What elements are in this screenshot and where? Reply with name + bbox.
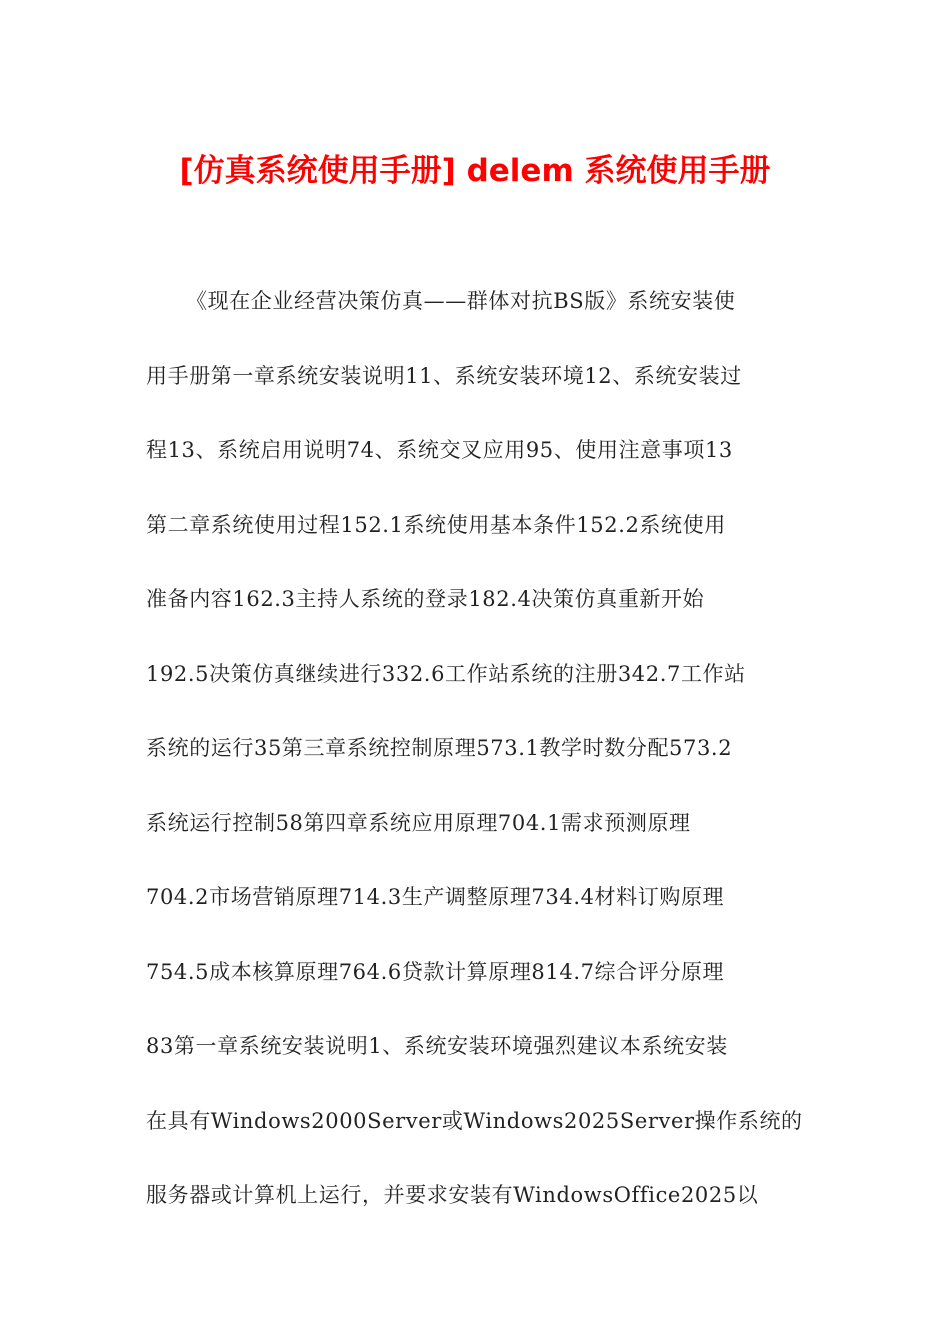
body-line-6: 192.5决策仿真继续进行332.6工作站系统的注册342.7工作站 [146, 661, 746, 686]
body-line-2: 用手册第一章系统安装说明11、系统安装环境12、系统安装过 [146, 363, 742, 388]
body-line-8: 系统运行控制58第四章系统应用原理704.1需求预测原理 [146, 810, 691, 835]
body-line-9: 704.2市场营销原理714.3生产调整原理734.4材料订购原理 [146, 885, 725, 909]
body-line-13: 服务器或计算机上运行，并要求安装有WindowsOffice2025以 [146, 1183, 759, 1207]
body-line-4: 第二章系统使用过程152.1系统使用基本条件152.2系统使用 [146, 512, 726, 537]
body-line-3: 程13、系统启用说明74、系统交叉应用95、使用注意事项13 [146, 438, 733, 462]
body-line-10: 754.5成本核算原理764.6贷款计算原理814.7综合评分原理 [146, 959, 725, 984]
body-line-7: 系统的运行35第三章系统控制原理573.1教学时数分配573.2 [146, 736, 733, 760]
body-line-11: 83第一章系统安装说明1、系统安装环境强烈建议本系统安装 [146, 1034, 728, 1058]
document-title: [仿真系统使用手册] delem 系统使用手册 [179, 153, 771, 189]
body-line-1: 《现在企业经营决策仿真——群体对抗BS版》系统安装使 [186, 289, 736, 313]
body-line-12: 在具有Windows2000Server或Windows2025Server操作系统的 [146, 1108, 803, 1133]
document-body [146, 280, 806, 1249]
body-line-5: 准备内容162.3主持人系统的登录182.4决策仿真重新开始 [146, 587, 705, 611]
